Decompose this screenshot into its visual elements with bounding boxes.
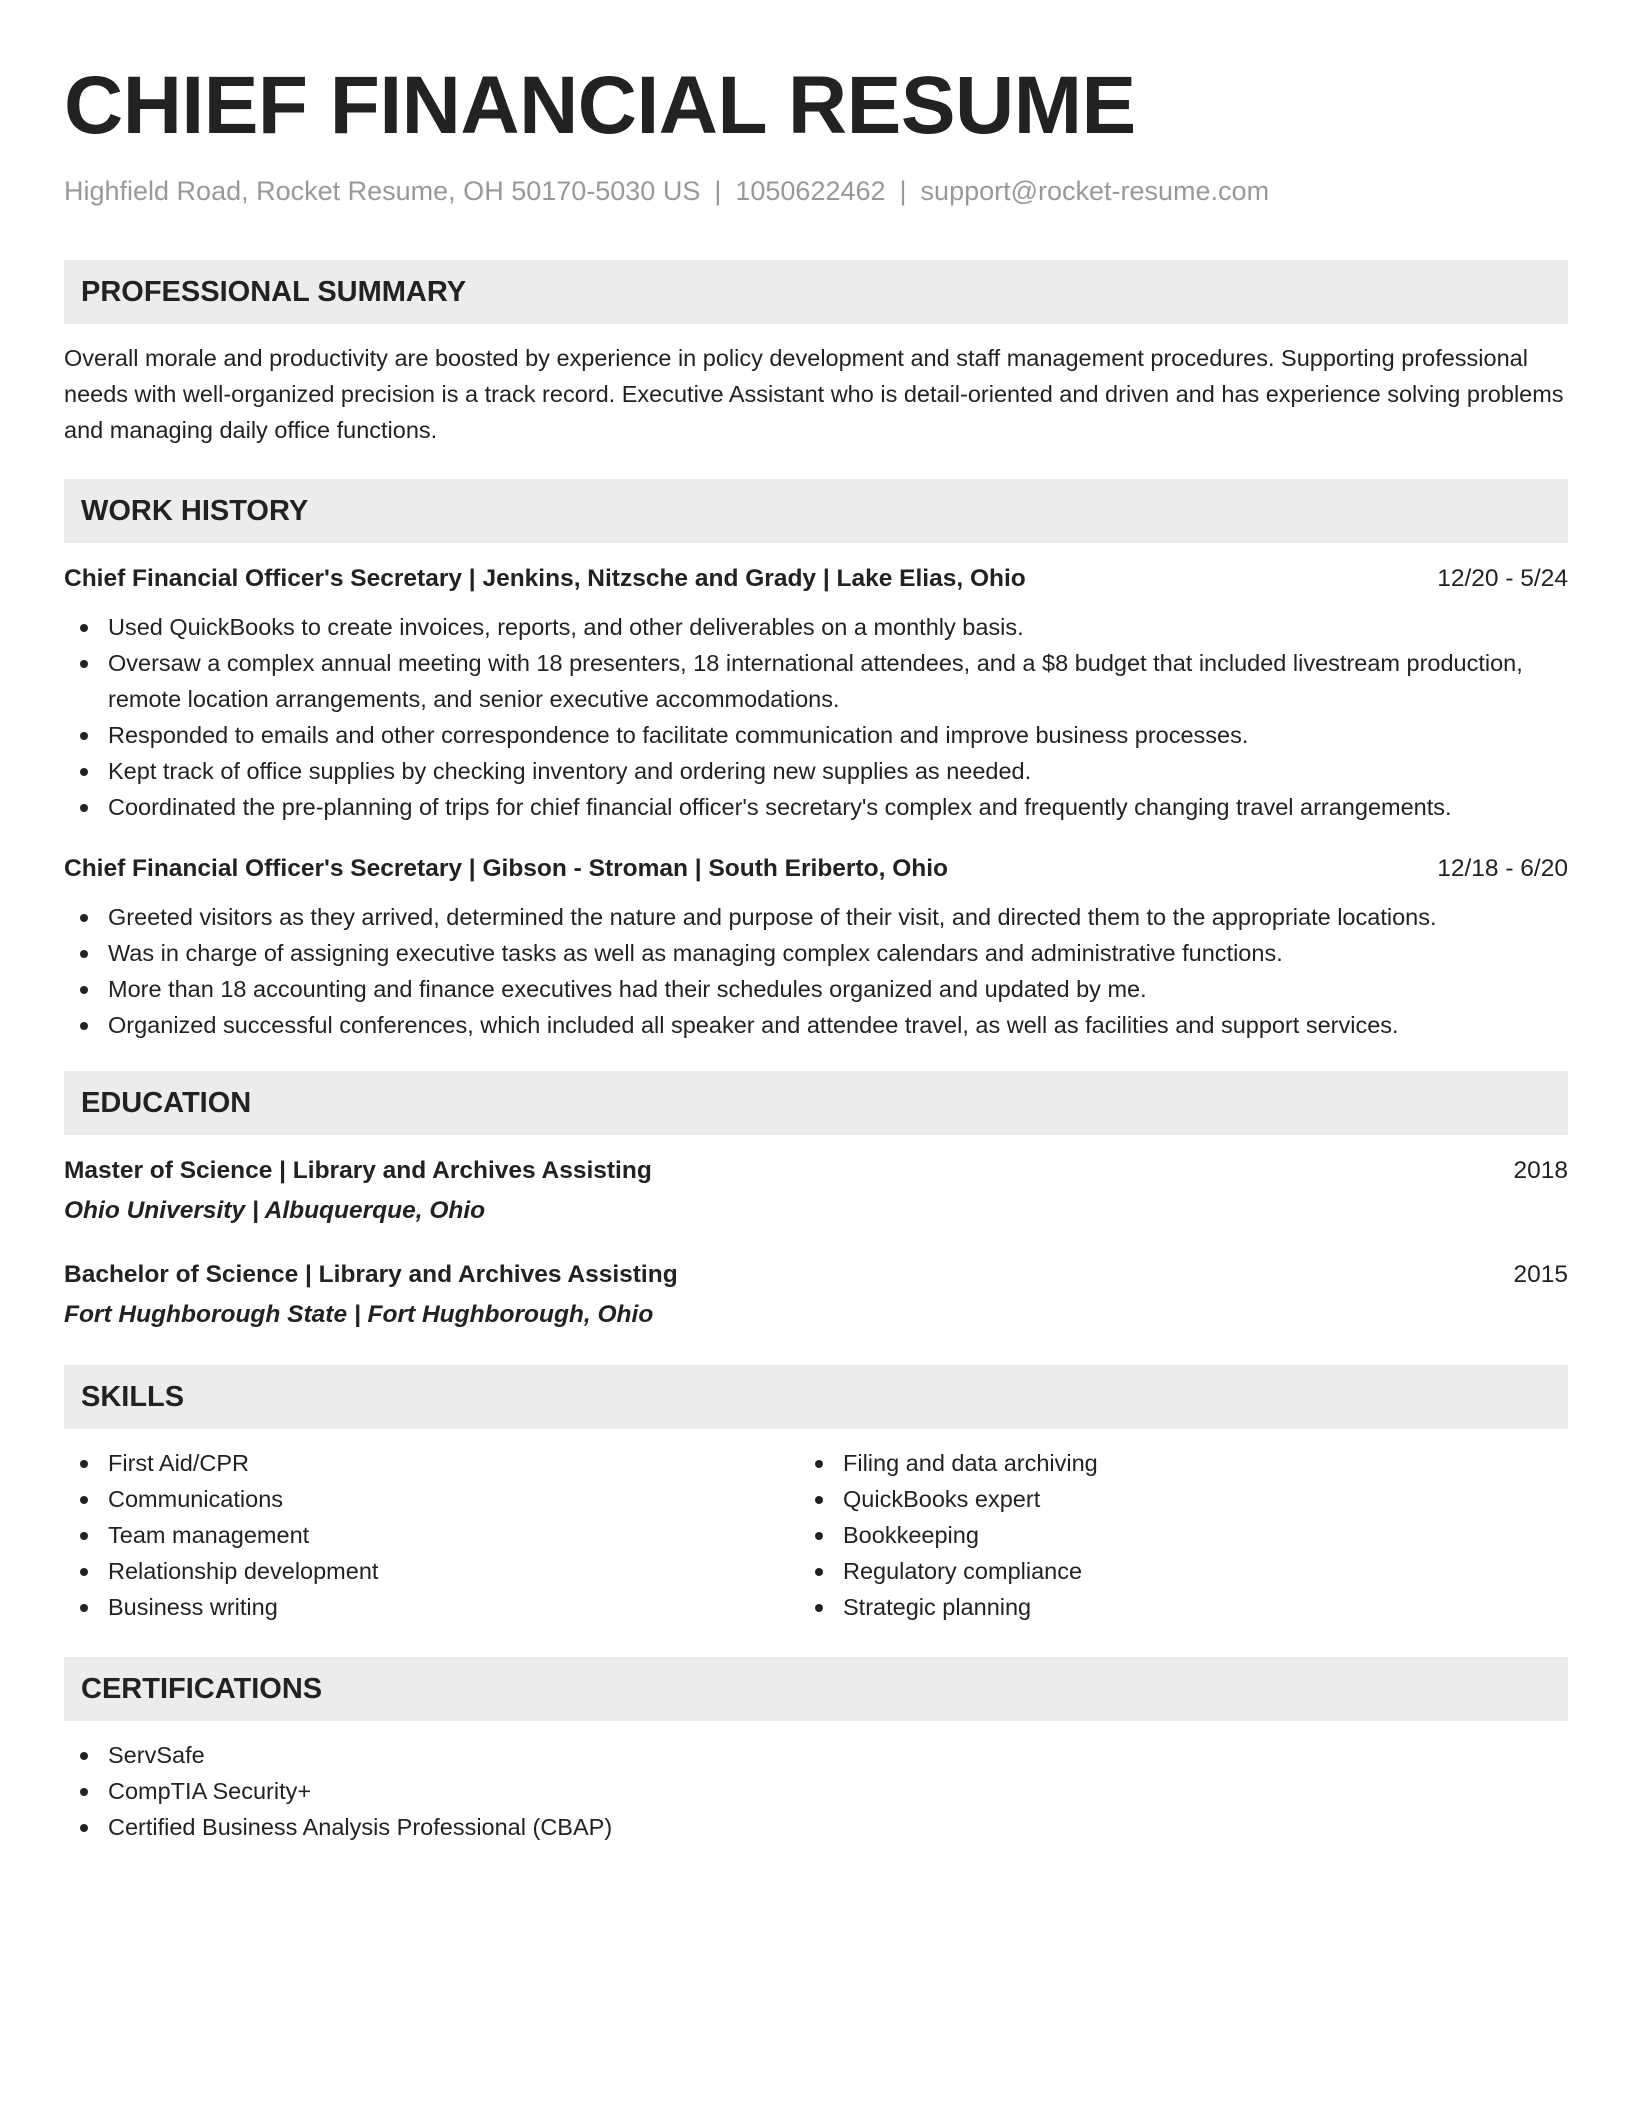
- skills-grid: [64, 1445, 1568, 1625]
- skills-list: [64, 1445, 799, 1625]
- section-header-certifications: CERTIFICATIONS: [64, 1657, 1568, 1721]
- skill-item: QuickBooks expert: [799, 1481, 1534, 1517]
- job-title: Chief Financial Officer's Secretary | Gibson - Stroman | South Eriberto, Ohio: [64, 855, 948, 882]
- education-entry: [64, 1257, 1568, 1333]
- section-header-education: EDUCATION: [64, 1071, 1568, 1135]
- job-bullet: More than 18 accounting and finance executives had their schedules organized and updated by me.: [64, 971, 1568, 1007]
- skill-item: Business writing: [64, 1589, 799, 1625]
- education-degree: Master of Science | Library and Archives Assisting: [64, 1157, 652, 1184]
- contact-separator: |: [714, 176, 722, 206]
- job-bullet: Greeted visitors as they arrived, determined the nature and purpose of their visit, and directed them to the appropriate locations.: [64, 899, 1568, 935]
- contact-phone: 1050622462: [735, 176, 886, 206]
- job-bullet: Organized successful conferences, which included all speaker and attendee travel, as well as facilities and support services.: [64, 1007, 1568, 1043]
- job-bullet: Responded to emails and other correspondence to facilitate communication and improve business processes.: [64, 717, 1568, 753]
- skill-item: Strategic planning: [799, 1589, 1534, 1625]
- job-bullets: [64, 609, 1568, 825]
- job-bullet: Kept track of office supplies by checking inventory and ordering new supplies as needed.: [64, 753, 1568, 789]
- skill-item: First Aid/CPR: [64, 1445, 799, 1481]
- job-dates: 12/18 - 6/20: [1437, 855, 1568, 882]
- education-entry: [64, 1153, 1568, 1229]
- skills-column-left: [64, 1445, 799, 1625]
- job-bullet: Was in charge of assigning executive tasks as well as managing complex calendars and administrative functions.: [64, 935, 1568, 971]
- skills-list: [799, 1445, 1534, 1625]
- skill-item: Communications: [64, 1481, 799, 1517]
- contact-line: [64, 172, 1568, 210]
- section-header-summary: PROFESSIONAL SUMMARY: [64, 260, 1568, 324]
- skill-item: Filing and data archiving: [799, 1445, 1534, 1481]
- education-school: Ohio University | Albuquerque, Ohio: [64, 1197, 486, 1224]
- skills-column-right: [799, 1445, 1534, 1625]
- section-header-skills: SKILLS: [64, 1365, 1568, 1429]
- job-header: [64, 561, 1568, 597]
- certification-item: ServSafe: [64, 1737, 1568, 1773]
- job-bullet: Used QuickBooks to create invoices, reports, and other deliverables on a monthly basis.: [64, 609, 1568, 645]
- certification-item: CompTIA Security+: [64, 1773, 1568, 1809]
- education-header: [64, 1153, 1568, 1189]
- education-year: 2018: [1513, 1157, 1568, 1184]
- education-year: 2015: [1513, 1261, 1568, 1288]
- certification-item: Certified Business Analysis Professional (CBAP): [64, 1809, 1568, 1845]
- skill-item: Team management: [64, 1517, 799, 1553]
- job-title: Chief Financial Officer's Secretary | Jenkins, Nitzsche and Grady | Lake Elias, Ohio: [64, 565, 1026, 592]
- skill-item: Bookkeeping: [799, 1517, 1534, 1553]
- summary-text: Overall morale and productivity are boosted by experience in policy development and staff management procedures. Supporting professional needs with well-organized precision is a track record. Executive Assistant who is detail-oriented and driven and has experience solving problems and managing daily office functions.: [64, 345, 1564, 443]
- certifications-list: [64, 1737, 1568, 1845]
- education-degree: Bachelor of Science | Library and Archives Assisting: [64, 1261, 678, 1288]
- section-header-work-history: WORK HISTORY: [64, 479, 1568, 543]
- job-bullet: Coordinated the pre-planning of trips for chief financial officer's secretary's complex and frequently changing travel arrangements.: [64, 789, 1568, 825]
- skill-item: Regulatory compliance: [799, 1553, 1534, 1589]
- education-school: Fort Hughborough State | Fort Hughborough, Ohio: [64, 1301, 654, 1328]
- contact-separator: |: [899, 176, 907, 206]
- job-entry: [64, 851, 1568, 1043]
- education-header: [64, 1257, 1568, 1293]
- job-entry: [64, 561, 1568, 825]
- job-bullet: Oversaw a complex annual meeting with 18 presenters, 18 international attendees, and a $8 budget that included livestream production, remote location arrangements, and senior executive accommodations.: [64, 645, 1568, 717]
- skill-item: Relationship development: [64, 1553, 799, 1589]
- job-bullets: [64, 899, 1568, 1043]
- resume-title: CHIEF FINANCIAL RESUME: [64, 60, 1136, 151]
- job-dates: 12/20 - 5/24: [1437, 565, 1568, 592]
- contact-address: Highfield Road, Rocket Resume, OH 50170-5030 US: [64, 176, 701, 206]
- contact-email: support@rocket-resume.com: [920, 176, 1270, 206]
- job-header: [64, 851, 1568, 887]
